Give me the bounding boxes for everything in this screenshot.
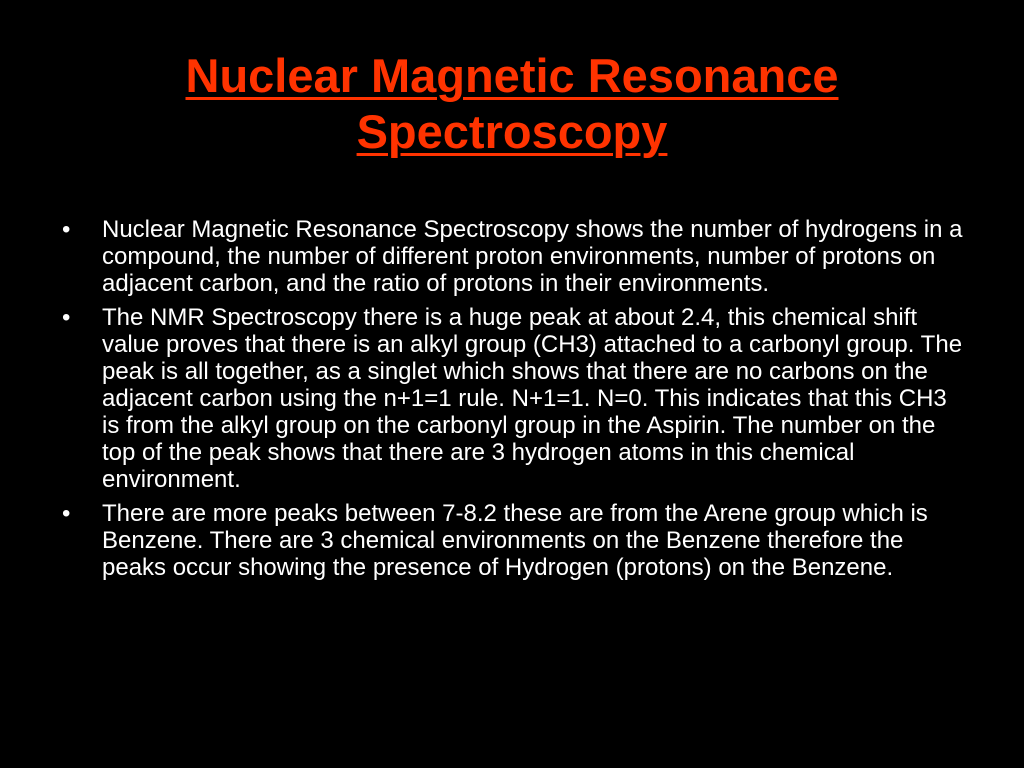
bullet-dot-icon: •	[62, 216, 71, 243]
bullet-item	[56, 216, 968, 297]
bullet-text: There are more peaks between 7-8.2 these are from the Arene group which is Benzene. There are 3 chemical environments on the Benzene therefore the peaks occur showing the presence of Hydrogen (protons) on the Benzene.	[102, 500, 928, 581]
slide-title-line-2: Spectroscopy	[356, 105, 668, 158]
bullet-list	[56, 216, 968, 588]
bullet-dot-icon: •	[62, 500, 71, 527]
slide-title	[0, 48, 1024, 160]
bullet-text: The NMR Spectroscopy there is a huge peak at about 2.4, this chemical shift value proves that there is an alkyl group (CH3) attached to a carbonyl group. The peak is all together, as a singlet which shows that there are no carbons on the adjacent carbon using the n+1=1 rule. N+1=1. N=0. This indicates that this CH3 is from the alkyl group on the carbonyl group in the Aspirin. The number on the top of the peak shows that there are 3 hydrogen atoms in this chemical environment.	[102, 304, 963, 493]
bullet-item	[56, 304, 968, 493]
bullet-text: Nuclear Magnetic Resonance Spectroscopy shows the number of hydrogens in a compound, the number of different proton environments, number of protons on adjacent carbon, and the ratio of protons in their environments.	[102, 216, 963, 297]
slide-title-line-1: Nuclear Magnetic Resonance	[185, 49, 839, 102]
bullet-item	[56, 500, 968, 581]
bullet-dot-icon: •	[62, 304, 71, 331]
